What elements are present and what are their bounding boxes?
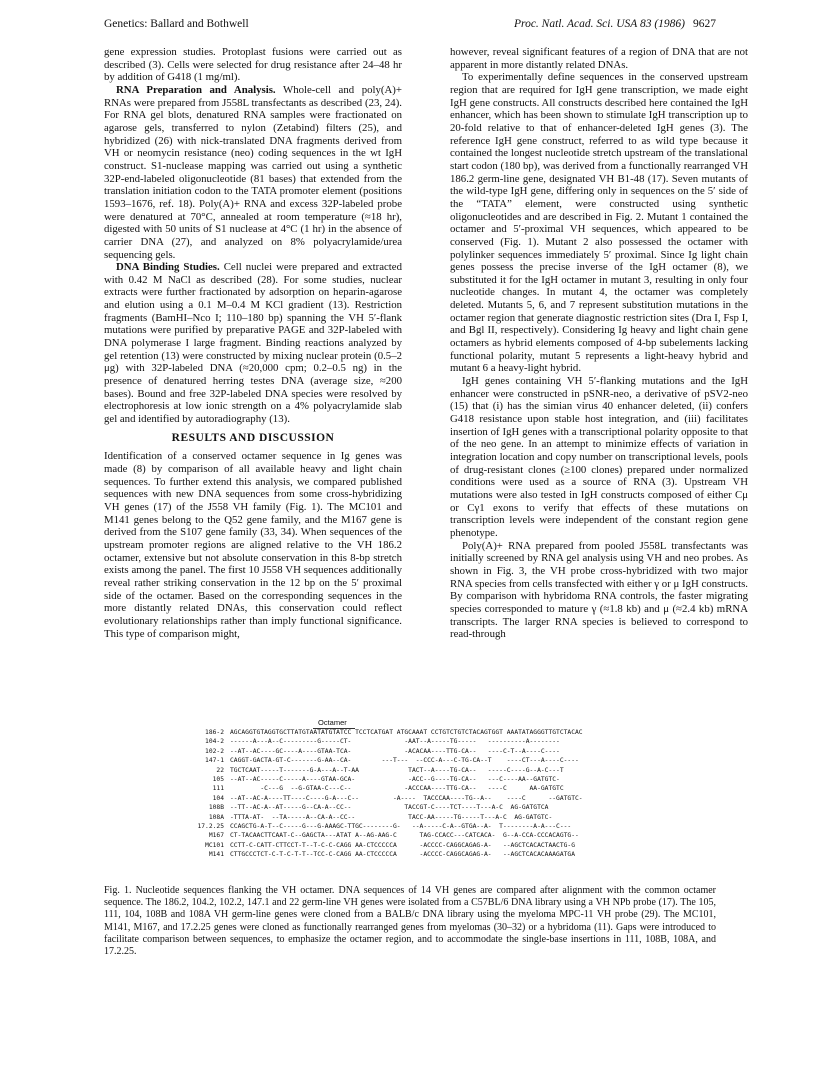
- gene-name: 17.2.25: [197, 822, 224, 830]
- sequence-row: [184, 831, 744, 840]
- paragraph-body: Whole-cell and poly(A)+ RNAs were prepared from J558L transfectants as described (23, 24). For RNA gel blots, denatured RNA samples were fractionated on agarose gels, transferred to nylon (Zetabind) filters (25), and hybridized (26) with nick-translated DNA fragments derived from VH or neomycin resistance (neo) coding sequences in the wt IgH construct. S1-nuclease mapping was carried out using a synthetic 32P-end-labeled oligonucleotide (81 bases) that extended from the translation initiation codon to the TATA promoter element (positions 1593–1676, ref. 18). Poly(A)+ RNA and excess 32P-labeled probe were denatured at 70°C, annealed at room temperature (≈18 hr), digested with 50 units of S1 nuclease at 4°C (1 hr) in the absence of carrier DNA (27), and analyzed on 8% polyacrylamide/urea sequencing gels.: [104, 83, 402, 261]
- nucleotide-sequence: CAGGT-GACTA-GT-C-------G-AA--CA- ---T--- --CCC-A---C-TG-CA--T ----CT---A----C----: [230, 757, 579, 765]
- sequence-row: [184, 747, 744, 756]
- gene-name: 104: [212, 794, 224, 802]
- page-number: 9627: [693, 18, 716, 30]
- sequence-row: [184, 794, 744, 803]
- nucleotide-sequence: --AT--AC-----C-----A----GTAA-GCA- -ACC--G----TG-CA-- ---C----AA--GATGTC-: [230, 775, 560, 783]
- sequence-row: [184, 784, 744, 793]
- gene-name: 108B: [208, 804, 224, 812]
- nucleotide-sequence: --AT--AC-A----TT----C----G-A---C-- -A---- TACCCAA----TG--A-- ----C --GATGTC-: [230, 794, 583, 802]
- gene-name: 108A: [208, 813, 224, 821]
- sequence-row: [184, 737, 744, 746]
- gene-name: 105: [212, 775, 224, 783]
- gene-name: 111: [212, 785, 224, 793]
- header-authors: Genetics: Ballard and Bothwell: [104, 18, 249, 30]
- paragraph: IgH genes containing VH 5′-flanking mutations and the IgH enhancer were constructed in pSNR-neo, a derivative of pSV2-neo (15) that (i) has the simian virus 40 enhancer deleted, (ii) confers G418 resistance upon stable host integration, and (iii) facilitates insertion of IgH genes with a transcriptional polarity opposite to that of the neo gene. In an attempt to minimize effects of variation in integration location and copy number on transcriptional levels, pools of drug-resistant clones (≥100 clones) prepared under normalized conditions were used as a source of RNA (3). Upstream VH mutations were also tested in IgH constructs composed of either Cμ or Cγ1 exons to verify that effects of these mutations on transcription levels were independent of the constant region gene phenotype.: [450, 375, 748, 539]
- sequence-row: [184, 841, 744, 850]
- run-in-heading: DNA Binding Studies.: [116, 261, 220, 274]
- nucleotide-sequence: CTTGCCCTCT-C-T-C-T-T--TCC-C-CAGG AA-CTCCCCCA -ACCCC-CAGGCAGAG-A- --AGCTCACACAAAGATGA: [230, 851, 575, 859]
- header-journal: Proc. Natl. Acad. Sci. USA 83 (1986): [514, 18, 685, 30]
- section-title: RESULTS AND DISCUSSION: [171, 431, 335, 444]
- gene-name: 147-1: [205, 757, 224, 765]
- gene-name: 104-2: [205, 738, 224, 746]
- sequence-row: [184, 813, 744, 822]
- sequence-row: [184, 803, 744, 812]
- caption-text: Nucleotide sequences flanking the VH octamer. DNA sequences of 14 VH genes are compared after alignment with the common octamer sequence. The 186.2, 104.2, 102.2, 147.1 and 22 germ-line VH genes were isolated from a C57BL/6 DNA library using a VH NPb probe (17). The 105, 111, 104, 108B and 108A VH germ-line genes were cloned from a BALB/c DNA library using the myeloma MPC-11 VH probe (29). The MC101, M141, M167, and 17.2.25 genes were cloned as functionally rearranged genes from myelomas (30–32) or a hybridoma (11). Gaps were introduced to facilitate comparison between sequences, to emphasize the octamer region, and to accommodate the single-base insertions in 111, 108B, 108A, and 17.2.25.: [104, 885, 717, 958]
- paragraph: [104, 261, 402, 426]
- octamer-label: Octamer: [318, 718, 347, 727]
- gene-name: 22: [216, 766, 224, 774]
- sequence-row: [184, 850, 744, 859]
- nucleotide-sequence: AGCAGGTGTAGGTGCTTATGTAATATGTATCC TCCTCATGAT ATGCAAAT CCTGTCTGTCTACAGTGGT AAATATAGGGTTGTCTACAC: [230, 729, 583, 736]
- paragraph-body: Cell nuclei were prepared and extracted with 0.42 M NaCl as described (28). For some studies, nuclear extracts were further fractionated by adsorption on heparin-agarose and elution using a 0.1 M–0.4 M KCl gradient (13). Restriction fragments (BamHI–Nco I; 110–180 bp) spanning the VH 5′-flank mutations were purified by preparative PAGE and 32P-labeled with DNA polymerase I large fragment. Binding reactions analyzed by gel retention (13) were constructed by mixing nuclear protein (0.5–2 μg) with 32P-labeled DNA (≈20,000 cpm; 0.2–0.5 ng) in the presence of denatured herring testes DNA (average size, ≈200 bases). Bound and free 32P-labeled DNA species were resolved by electrophoresis at low ionic strength on a 4% polyacrylamide slab gel and identified by autoradiography (13).: [104, 261, 402, 426]
- paragraph: Poly(A)+ RNA prepared from pooled J558L transfectants was initially screened by RNA gel analysis using VH and neo probes. As shown in Fig. 3, the VH probe cross-hybridized with two major RNA species from cells transfected with either γ or μ IgH constructs. By comparison with hybridoma RNA controls, the faster migrating species corresponded to mature γ (≈1.8 kb) and μ (≈2.4 kb) mRNA transcripts. The larger RNA species is believed to correspond to read-through: [450, 539, 748, 641]
- paragraph: To experimentally define sequences in the conserved upstream region that are required for IgH gene transcription, we made eight IgH gene constructs. All constructs described here contained the IgH enhancer, which has been shown to stimulate IgH transcription up to 20-fold relative to that of enhancer-deleted IgH genes (3). The reference IgH gene construct, referred to as wild type because it contained the longest nucleotide stretch upstream of the translational start codon (180 bp), was derived from a functionally rearranged VH 186.2 germ-line gene, designated VH B1-48 (17). Seven mutants of the wild-type IgH gene, differing only in sequences on the 5′ side of the “TATA” element, were constructed using synthetic oligonucleotides and are described in Fig. 2. Mutant 1 contained the octamer and 5′-proximal VH sequences, which appeared to be conserved (Fig. 1). Mutant 2 also possessed the octamer with polylinker sequences immediately 5′ proximal. Since Ig light chain genes possess the precise inverse of the IgH octamer (8), we substituted it for the IgH octamer in mutant 3, resulting in only four nucleotide changes. In mutant 4, the octamer was completely deleted. Mutants 5, 6, and 7 represent substitution mutations in the octamer region that generate diagnostic restriction sites (Dra I, Fsp I, and Bgl II, respectively). Considering Ig heavy and light chain gene octamers as hybrid elements composed of 4-bp subelements lacking functional polarity, mutant 5 represents a light-heavy hybrid and mutant 6 a heavy-light hybrid.: [450, 71, 748, 375]
- gene-name: MC101: [205, 841, 224, 849]
- sequence-row: [184, 822, 744, 831]
- gene-name: 186-2: [205, 729, 224, 736]
- right-column: [450, 46, 748, 641]
- header-journal-block: [514, 18, 716, 30]
- paragraph: Identification of a conserved octamer sequence in Ig genes was made (8) by comparison of all available heavy and light chain sequences. To further extend this analysis, we compared published sequences with new DNA sequences from some cross-hybridizing VH genes (17) of the J558 VH family (Fig. 1). The MC101 and M141 genes belong to the Q52 gene family, and the M167 gene is derived from the S107 gene family (33, 34). When sequences of the upstream promoter regions are aligned relative to the VH 186.2 octamer, extensive but not absolute conservation in this 8-bp stretch exists among the panel. The first 10 J558 VH sequences additionally reveal rather striking conservation in the 12 bp on the 5′ proximal side of the octamer. Based on the corresponding sequences in the more distantly related DNAs, this conservation could reflect evolutionary relationships rather than imply functional significance. This type of comparison might,: [104, 450, 402, 640]
- sequence-rows: [184, 728, 744, 859]
- nucleotide-sequence: TGCTCAAT-----T-------G-A---A--T-AA TACT--A----TG-CA-- -----C----G--A-C---T: [230, 766, 564, 774]
- sequence-row: [184, 728, 744, 737]
- figure-caption: [104, 885, 716, 958]
- sequence-row: [184, 775, 744, 784]
- left-column: [104, 46, 402, 640]
- section-heading: [104, 432, 402, 445]
- gene-name: 102-2: [205, 747, 224, 755]
- nucleotide-sequence: CCAGCTG-A-T--C-----G---G-AAAGC-TTGC--------G- --A-----C-A--GTGA--A- T--------A-A---C---: [230, 822, 572, 830]
- nucleotide-sequence: -TTTA-AT- --TA-----A--CA-A--CC-- TACC-AA-----TG-----T---A-C AG-GATGTC-: [230, 813, 553, 821]
- nucleotide-sequence: -C---G --G-GTAA-C---C-- -ACCCAA----TTG-CA-- ----C AA-GATGTC: [230, 785, 564, 793]
- paragraph: however, reveal significant features of a region of DNA that are not apparent in more distantly related DNAs.: [450, 46, 748, 71]
- nucleotide-sequence: CT-TACAACTTCAAT-C--GAGCTA---ATAT A--AG-AAG-C TAG-CCACC---CATCACA- G--A-CCA-CCCACAGTG--: [230, 832, 579, 840]
- nucleotide-sequence: --TT--AC-A--AT-----G--CA-A--CC-- TACCGT-C----TCT----T---A-C AG-GATGTCA: [230, 804, 549, 812]
- gene-name: M167: [208, 832, 224, 840]
- paragraph: gene expression studies. Protoplast fusions were carried out as described (3). Cells were selected for drug resistance after 24–48 hr by addition of G418 (1 mg/ml).: [104, 46, 402, 84]
- sequence-row: [184, 756, 744, 765]
- nucleotide-sequence: ------A---A--C---------G-----CT- -AAT--A-----TG----- ----------A--------: [230, 738, 560, 746]
- sequence-row: [184, 766, 744, 775]
- nucleotide-sequence: CCTT-C-CATT-CTTCCT-T--T-C-C-CAGG AA-CTCCCCCA -ACCCC-CAGGCAGAG-A- --AGCTCACACTAACTG-G: [230, 841, 575, 849]
- run-in-heading: RNA Preparation and Analysis.: [116, 83, 276, 96]
- running-header: [104, 18, 716, 36]
- paragraph: [104, 84, 402, 261]
- caption-label: Fig. 1.: [104, 885, 132, 896]
- sequence-alignment-figure: [184, 718, 744, 859]
- gene-name: M141: [208, 851, 224, 859]
- nucleotide-sequence: --AT--AC----GC----A----GTAA-TCA- -ACACAA----TTG-CA-- ----C-T--A----C----: [230, 747, 560, 755]
